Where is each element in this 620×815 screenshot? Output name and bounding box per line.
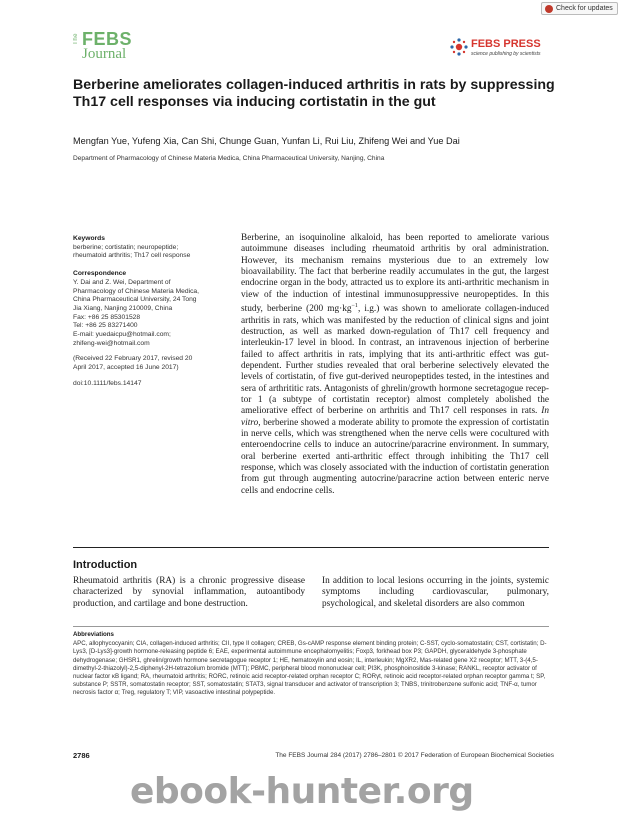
- correspondence-tel: Tel: +86 25 83271400: [73, 322, 138, 330]
- keywords-line: berberine; cortistatin; neuropeptide;: [73, 243, 179, 251]
- introduction-left-column: Rheumatoid arthritis (RA) is a chronic progressive disease characterized by synovial inflammation, autoantibody production, and cartilage and bone destruction.: [73, 576, 305, 609]
- page-number: 2786: [73, 751, 90, 760]
- logo-the: The: [73, 33, 79, 45]
- received-line: April 2017, accepted 16 June 2017): [73, 364, 179, 372]
- correspondence-line: Pharmacology of Chinese Materia Medica,: [73, 287, 200, 295]
- keywords-heading: Keywords: [73, 235, 105, 242]
- abbreviations-text: APC, allophycocyanin; CIA, collagen-induced arthritis; CII, type II collagen; CREB, Gs-cAMP response element binding protein; C-SST, cyclo-somatostatin; CST, cortistatin; D-Lys3, [D-Lys3]-growth hormone-releasing peptide 6; EAE, experimental autoimmune encephalomyelitis; Foxp3, forkhead box P3; GAPDH, glyceraldehyde 3-phosphate dehydrogenase; GHSR1, ghrelin/growth hormone secretagogue receptor 1; HE, hematoxylin and eosin; IL, interleukin; MgXR2, Mas-related gene X2 receptor; MTT, 3-(4,5-dimethyl-2-thiazolyl)-2,5-diphenyl-2H-tetrazolium bromide (MTT); PBMC, peripheral blood mononuclear cell; PI3K, phosphoinositide 3-kinase; RANKL, receptor activator of nuclear factor κB ligand; RA, rheumatoid arthritis; RORC, retinoic acid receptor-related orphan receptor C; RORγt, retinoic acid receptor-related orphan receptor gamma t; SP, substance P; SSTR, somatostatin receptor; SST, somatostatin; STAT3, signal transducer and activator of transcription 3; TNBS, trinitrobenzene sulfonic acid; TNF-α, tumor necrosis factor α; Treg, regulatory T; VIP, vasoactive intestinal polypeptide.: [73, 640, 547, 697]
- abstract: [241, 233, 549, 497]
- watermark: ebook-hunter.org: [130, 771, 474, 812]
- abbreviations-block: [73, 631, 549, 698]
- correspondence-email[interactable]: E-mail: yuedaicpu@hotmail.com;: [73, 331, 171, 339]
- doi-link[interactable]: doi:10.1111/febs.14147: [73, 379, 142, 387]
- journal-citation: The FEBS Journal 284 (2017) 2786–2801 © 2017 Federation of European Biochemical Societies: [275, 752, 554, 759]
- correspondence-line: China Pharmaceutical University, 24 Tong: [73, 296, 197, 304]
- correspondence-line: Y. Dai and Z. Wei, Department of: [73, 278, 171, 286]
- abstract-superscript: −1: [351, 303, 358, 310]
- check-for-updates-button[interactable]: [541, 2, 618, 15]
- febs-press-mark-icon: [449, 37, 469, 57]
- introduction-heading: Introduction: [73, 559, 138, 571]
- keywords-line: rheumatoid arthritis; Th17 cell response: [73, 252, 191, 260]
- abstract-italic: In vitro: [241, 406, 549, 428]
- press-tagline: science publishing by scientists: [471, 51, 541, 57]
- article-sidebar: [73, 235, 233, 389]
- article-title: Berberine ameliorates collagen-induced arthritis in rats by suppressing Th17 cell responses via inducing cortistatin in the gut: [73, 77, 555, 110]
- affiliation: Department of Pharmacology of Chinese Materia Medica, China Pharmaceutical University, Nanjing, China: [73, 155, 385, 162]
- correspondence-heading: Correspondence: [73, 270, 127, 278]
- correspondence-email[interactable]: zhifeng-wei@hotmail.com: [73, 339, 150, 347]
- abbreviations-divider: [73, 626, 549, 627]
- check-for-updates-label: Check for updates: [556, 5, 613, 12]
- abstract-text: , i.g.) was shown to ameliorate collagen-induced arthritis in rats, which was manifested by the reduction of clinical signs and joint destruction, as well as marked down-regulation of Th17 cell frequency and interleukin-17 level in blood. In contrast, an intravenous injection of berberine failed to affect arthritis in rats, implying that its anti-arthritic effect was gut-dependent. Further studies revealed that oral berberine selectively elevated the levels of cortistatin, of five gut-derived neuropeptides tested, in the intestines and sera of arthrititic rats. Antagonists of ghrelin/growth hormone secretagogue receptor 1 (a subtype of cortistatin receptor) almost completely abolished the ameliorative effect of berberine on arthritis and Th17 cell responses in rats.: [241, 304, 549, 417]
- abstract-text: , berberine showed a moderate ability to promote the expression of cortistatin in nerve cells, which was strengthened when the nerve cells were cocultured with enteroendocrine cells to induce an autocrine/paracrine environment. In summary, oral berberine exerted anti-arthritic effect through inhibiting the Th17 cell response, which was closely associated with the induction of cortistatin generation from gut through augmenting autocrine/paracrine action between enteric nerve cells and endocrine cells.: [241, 417, 549, 496]
- logo-febs: FEBS: [82, 29, 133, 49]
- introduction-right-column: In addition to local lesions occurring in the joints, systemic symptoms including cardiovascular, pulmonary, psychological, and skeletal disorders are also common: [322, 576, 549, 609]
- abbreviations-heading: Abbreviations: [73, 631, 114, 638]
- author-list: Mengfan Yue, Yufeng Xia, Can Shi, Chunge Guan, Yunfan Li, Rui Liu, Zhifeng Wei and Yue Dai: [73, 136, 460, 146]
- correspondence-fax: Fax: +86 25 85301528: [73, 313, 141, 321]
- update-icon: [545, 5, 553, 13]
- abstract-text: Berberine, an isoquinoline alkaloid, has been reported to ameliorate various autoimmune diseases including rheumatoid arthritis by oral administration. However, its mechanism remains mysterious due to an extremely low bioavailability. The fact that berberine readily accumulates in the gut, the largest endocrine organ in the body, attracted us to explore its anti-arthritic mechanism in view of the induction of intestinal immunosuppressive neuropeptides. In this study, berberine (200 mg·kg: [241, 233, 549, 315]
- correspondence-line: Jia Xiang, Nanjing 210009, China: [73, 304, 173, 312]
- logo-journal: Journal: [82, 46, 127, 62]
- febs-press-logo: [449, 37, 559, 63]
- received-line: (Received 22 February 2017, revised 20: [73, 355, 193, 363]
- febs-journal-logo: [73, 29, 153, 64]
- press-name: FEBS PRESS: [471, 38, 541, 50]
- section-divider: [73, 547, 549, 548]
